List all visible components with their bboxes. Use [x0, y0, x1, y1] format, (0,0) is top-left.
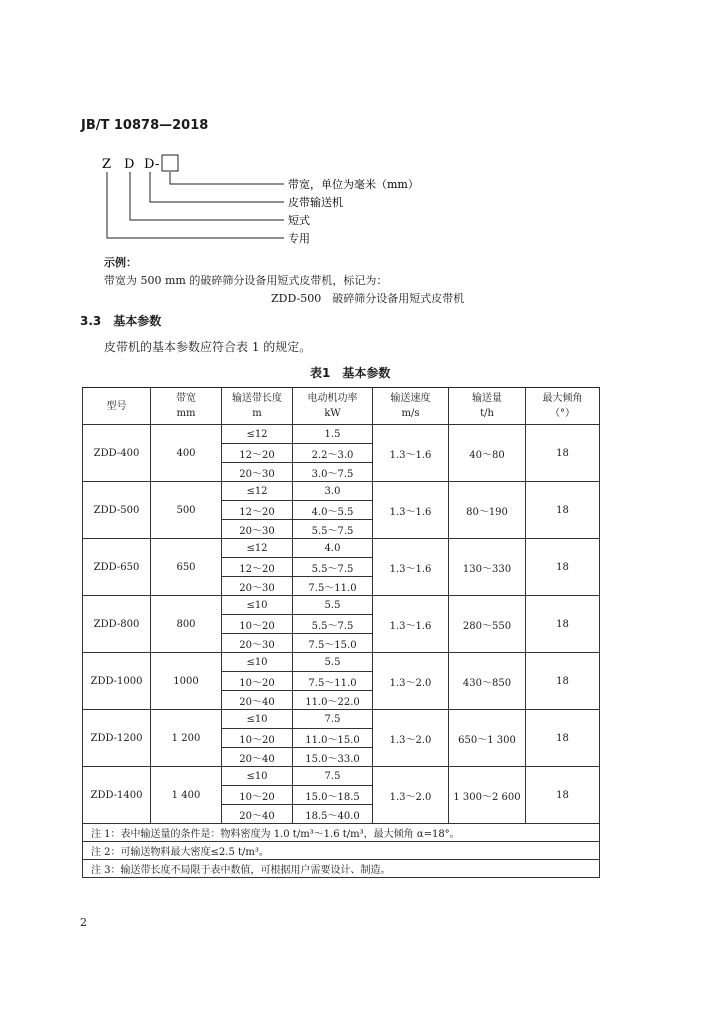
- cell-power: 7.5～11.0: [293, 672, 373, 691]
- cell-speed: 1.3～2.0: [373, 710, 449, 767]
- cell-angle: 18: [526, 596, 600, 653]
- cell-length: ≤10: [222, 596, 293, 615]
- example-marking: ZDD-500 破碎筛分设备用短式皮带机: [271, 292, 465, 305]
- cell-power: 5.5～7.5: [293, 615, 373, 634]
- cell-model: ZDD-400: [83, 425, 151, 482]
- cell-power: 7.5～15.0: [293, 634, 373, 653]
- header-angle: 最大倾角 （°）: [526, 388, 600, 425]
- cell-power: 4.0: [293, 539, 373, 558]
- cell-length: 20～40: [222, 748, 293, 767]
- cell-length: 20～30: [222, 634, 293, 653]
- cell-speed: 1.3～1.6: [373, 596, 449, 653]
- header-power: 电动机功率 kW: [293, 388, 373, 425]
- cell-length: ≤10: [222, 653, 293, 672]
- cell-angle: 18: [526, 653, 600, 710]
- cell-length: 20～40: [222, 691, 293, 710]
- cell-capacity: 280～550: [449, 596, 526, 653]
- cell-model: ZDD-800: [83, 596, 151, 653]
- table-caption: 表1 基本参数: [310, 366, 391, 380]
- cell-length: ≤10: [222, 767, 293, 786]
- code-letter-d1: D: [124, 157, 135, 172]
- cell-capacity: 40～80: [449, 425, 526, 482]
- table-row: [83, 596, 600, 615]
- code-leader-lines: [107, 172, 284, 238]
- cell-power: 18.5～40.0: [293, 805, 373, 824]
- cell-model: ZDD-1000: [83, 653, 151, 710]
- cell-width: 800: [151, 596, 222, 653]
- header-width: 带宽 mm: [151, 388, 222, 425]
- cell-angle: 18: [526, 425, 600, 482]
- table-row: [83, 425, 600, 444]
- cell-capacity: 430～850: [449, 653, 526, 710]
- cell-power: 3.0: [293, 482, 373, 501]
- header-model: 型号: [83, 388, 151, 425]
- header-capacity: 输送量 t/h: [449, 388, 526, 425]
- cell-power: 11.0～15.0: [293, 729, 373, 748]
- cell-power: 2.2～3.0: [293, 444, 373, 463]
- cell-length: 12～20: [222, 444, 293, 463]
- cell-length: ≤12: [222, 425, 293, 444]
- cell-power: 1.5: [293, 425, 373, 444]
- cell-length: 12～20: [222, 558, 293, 577]
- cell-power: 4.0～5.5: [293, 501, 373, 520]
- code-dash: -: [155, 157, 160, 172]
- cell-power: 3.0～7.5: [293, 463, 373, 482]
- cell-power: 5.5～7.5: [293, 558, 373, 577]
- cell-length: 10～20: [222, 729, 293, 748]
- table-note-row: [83, 842, 600, 860]
- cell-model: ZDD-1200: [83, 710, 151, 767]
- table-header-row: [83, 388, 600, 425]
- cell-speed: 1.3～2.0: [373, 767, 449, 824]
- code-label-short: 短式: [288, 214, 310, 227]
- cell-width: 500: [151, 482, 222, 539]
- cell-width: 1 200: [151, 710, 222, 767]
- section-body: 皮带机的基本参数应符合表 1 的规定。: [104, 340, 312, 354]
- cell-length: 10～20: [222, 786, 293, 805]
- cell-model: ZDD-1400: [83, 767, 151, 824]
- cell-width: 1 400: [151, 767, 222, 824]
- page-number: 2: [80, 916, 87, 929]
- cell-capacity: 130～330: [449, 539, 526, 596]
- table-row: [83, 767, 600, 786]
- cell-length: 20～30: [222, 577, 293, 596]
- cell-length: 20～30: [222, 463, 293, 482]
- table-note-3: 注 3：输送带长度不局限于表中数值，可根据用户需要设计、制造。: [83, 860, 600, 878]
- cell-length: ≤10: [222, 710, 293, 729]
- header-speed: 输送速度 m/s: [373, 388, 449, 425]
- table-row: [83, 482, 600, 501]
- code-label-conveyor: 皮带输送机: [288, 196, 343, 209]
- cell-power: 7.5～11.0: [293, 577, 373, 596]
- cell-angle: 18: [526, 482, 600, 539]
- cell-power: 5.5: [293, 653, 373, 672]
- cell-length: 20～30: [222, 520, 293, 539]
- table-row: [83, 653, 600, 672]
- cell-model: ZDD-650: [83, 539, 151, 596]
- code-letter-z: Z: [102, 157, 112, 172]
- cell-angle: 18: [526, 539, 600, 596]
- cell-length: 10～20: [222, 672, 293, 691]
- code-label-special: 专用: [288, 232, 310, 245]
- cell-speed: 1.3～2.0: [373, 653, 449, 710]
- code-label-width: 带宽，单位为毫米（mm）: [288, 178, 419, 191]
- table-note-row: [83, 824, 600, 842]
- cell-width: 1000: [151, 653, 222, 710]
- cell-power: 5.5～7.5: [293, 520, 373, 539]
- product-code-diagram: [80, 150, 480, 250]
- table-row: [83, 539, 600, 558]
- code-letter-d2: D: [144, 157, 155, 172]
- section-title: 3.3 基本参数: [80, 314, 162, 328]
- cell-power: 5.5: [293, 596, 373, 615]
- cell-power: 7.5: [293, 767, 373, 786]
- cell-model: ZDD-500: [83, 482, 151, 539]
- cell-speed: 1.3～1.6: [373, 539, 449, 596]
- cell-speed: 1.3～1.6: [373, 482, 449, 539]
- cell-length: 12～20: [222, 501, 293, 520]
- cell-power: 11.0～22.0: [293, 691, 373, 710]
- cell-capacity: 1 300～2 600: [449, 767, 526, 824]
- table-row: [83, 710, 600, 729]
- cell-length: ≤12: [222, 539, 293, 558]
- cell-speed: 1.3～1.6: [373, 425, 449, 482]
- table-note-row: [83, 860, 600, 878]
- parameters-table: [82, 387, 600, 878]
- cell-power: 7.5: [293, 710, 373, 729]
- table-note-1: 注 1：表中输送量的条件是：物料密度为 1.0 t/m³～1.6 t/m³，最大倾角 α=18°。: [83, 824, 600, 842]
- cell-capacity: 80～190: [449, 482, 526, 539]
- table-note-2: 注 2：可输送物料最大密度≤2.5 t/m³。: [83, 842, 600, 860]
- cell-length: ≤12: [222, 482, 293, 501]
- code-placeholder-box: [162, 155, 178, 171]
- example-text: 带宽为 500 mm 的破碎筛分设备用短式皮带机，标记为：: [104, 274, 388, 287]
- cell-length: 10～20: [222, 615, 293, 634]
- example-title: 示例：: [104, 256, 137, 269]
- standard-number: JB/T 10878—2018: [81, 118, 209, 133]
- cell-angle: 18: [526, 767, 600, 824]
- cell-width: 650: [151, 539, 222, 596]
- header-length: 输送带长度 m: [222, 388, 293, 425]
- cell-angle: 18: [526, 710, 600, 767]
- cell-capacity: 650～1 300: [449, 710, 526, 767]
- cell-width: 400: [151, 425, 222, 482]
- cell-power: 15.0～33.0: [293, 748, 373, 767]
- cell-power: 15.0～18.5: [293, 786, 373, 805]
- cell-length: 20～40: [222, 805, 293, 824]
